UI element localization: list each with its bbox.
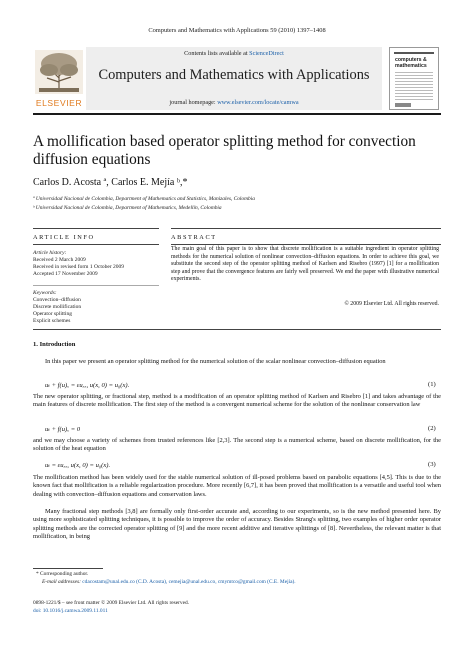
contents-line [86,50,382,57]
cover-title-1: computers & [395,57,427,63]
history-received: Received 2 March 2009 [33,257,86,263]
abstract-rule-top [171,228,441,229]
article-info-heading: ARTICLE INFO [33,234,95,241]
masthead-rule [33,113,441,115]
equation-3-number: (3) [428,461,436,468]
affiliation-a: ª Universidad Nacional de Colombia, Department of Mathematics and Statistics, Manizales, Colombia [33,196,255,202]
footnote-emails [42,579,442,586]
footnote-corresponding: * Corresponding author. [36,571,89,577]
keyword-3: Operator splitting [33,311,72,317]
cover-text-block [395,72,433,100]
keywords-label: Keywords: [33,290,57,296]
journal-title: Computers and Mathematics with Applications [98,67,370,83]
elsevier-logo[interactable] [33,48,85,108]
doi-link[interactable]: doi: 10.1016/j.camwa.2009.11.011 [33,608,108,614]
publisher-logo-text: ELSEVIER [35,98,83,108]
intro-paragraph-2: The new operator splitting, or fractional step, method is a modification of an operator splitting method of Karlsen and Risebro [1] and takes advantage of the main features of discrete mollification. The first step of the method is a convergent numerical scheme for the solution of the nonlinear conservation law [33,393,441,409]
equation-1: uₜ + f(u)ₓ = εuₓₓ, u(x, 0) = u₀(x). [45,382,130,389]
running-head: Computers and Mathematics with Applications 59 (2010) 1397–1408 [148,27,326,34]
sciencedirect-link[interactable]: ScienceDirect [249,50,284,57]
history-label: Article history: [33,250,67,256]
article-info-rule-top [33,228,159,229]
front-matter-rule [33,329,441,330]
article-title: A mollification based operator splitting method for convection diffusion equations [33,133,416,168]
history-accepted: Accepted 17 November 2009 [33,271,98,277]
cover-bottom-bar [395,103,411,107]
intro-paragraph-3: and we may choose a variety of schemes from trusted references like [2,3]. The second step is a numerical scheme, based on discrete mollification, for the solution of the heat equation [33,437,441,453]
abstract-rule-bottom [171,244,441,245]
email-addresses[interactable]: cdacostam@unal.edu.co (C.D. Acosta), cemejia@unal.edu.co, cmymtco@gmail.com (C.E. Mejía). [82,579,296,585]
abstract-text: The main goal of this paper is to show that discrete mollification is a suitable ingredient in operator splitting methods for the numerical solution of nonlinear convection–diffusion equations. In order to achieve this goal, we substitute the second step of the operator splitting method of Karlsen and Risebro (1997) [1] for a mollification step and prove that the convergence features are fairly well preserved. We end the paper with illustrative numerical experiments. [171,246,439,283]
front-matter-line: 0898-1221/$ – see front matter © 2009 Elsevier Ltd. All rights reserved. [33,600,190,606]
keyword-2: Discrete mollification [33,304,82,310]
footnote-rule [33,568,103,569]
keyword-1: Convection–diffusion [33,297,81,303]
section-heading-introduction: 1. Introduction [33,341,76,348]
history-revised: Received in revised form 1 October 2009 [33,264,125,270]
cover-title-2: mathematics [395,63,427,69]
email-label: E-mail addresses: [42,579,83,585]
affiliation-b: ᵇ Universidad Nacional de Colombia, Department of Mathematics, Medellín, Colombia [33,205,222,211]
intro-paragraph-5: Many fractional step methods [3,8] are formally only first-order accurate and, according to our experiments, so is the new method presented here. By using more sophisticated splitting techniques, it is possible to improve the order of accuracy. Besides Strang's splitting, two examples of higher order operator splitting methods are the corrected operator splitting of [9] and the more recent additive and iterative splittings of [8]. Nevertheless, the relevant matter is that mollification, in being [33,508,441,541]
intro-paragraph-1: In this paper we present an operator splitting method for the numerical solution of the scalar nonlinear convection–diffusion equation [45,358,386,365]
equation-3: uₜ = εuₓₓ, u(x, 0) = u₀(x). [45,462,111,469]
journal-homepage [86,99,382,106]
keywords-divider [33,285,159,286]
homepage-prefix: journal homepage: [169,99,218,106]
cover-top-bar [394,52,434,54]
homepage-link[interactable]: www.elsevier.com/locate/camwa [217,99,299,106]
keyword-4: Explicit schemes [33,318,71,324]
contents-prefix: Contents lists available at [184,50,250,57]
equation-1-number: (1) [428,381,436,388]
abstract-copyright: © 2009 Elsevier Ltd. All rights reserved. [344,301,439,307]
article-info-rule-bottom [33,244,159,245]
abstract-heading: ABSTRACT [171,234,217,241]
equation-2-number: (2) [428,425,436,432]
intro-paragraph-4: The mollification method has been widely used for the stable numerical solution of ill-posed problems based on parabolic equations [4,5]. This is due to the known fact that mollification is a reliable regularization procedure. More recently [6,7], it has been proved that mollification is a versatile and useful tool when dealing with convection–diffusion equations and conservation laws. [33,474,441,498]
journal-cover-thumbnail[interactable] [389,47,439,110]
equation-2: uₜ + f(u)ₓ = 0 [45,426,81,433]
article-authors: Carlos D. Acosta ª, Carlos E. Mejía ᵇ,* [33,177,188,188]
